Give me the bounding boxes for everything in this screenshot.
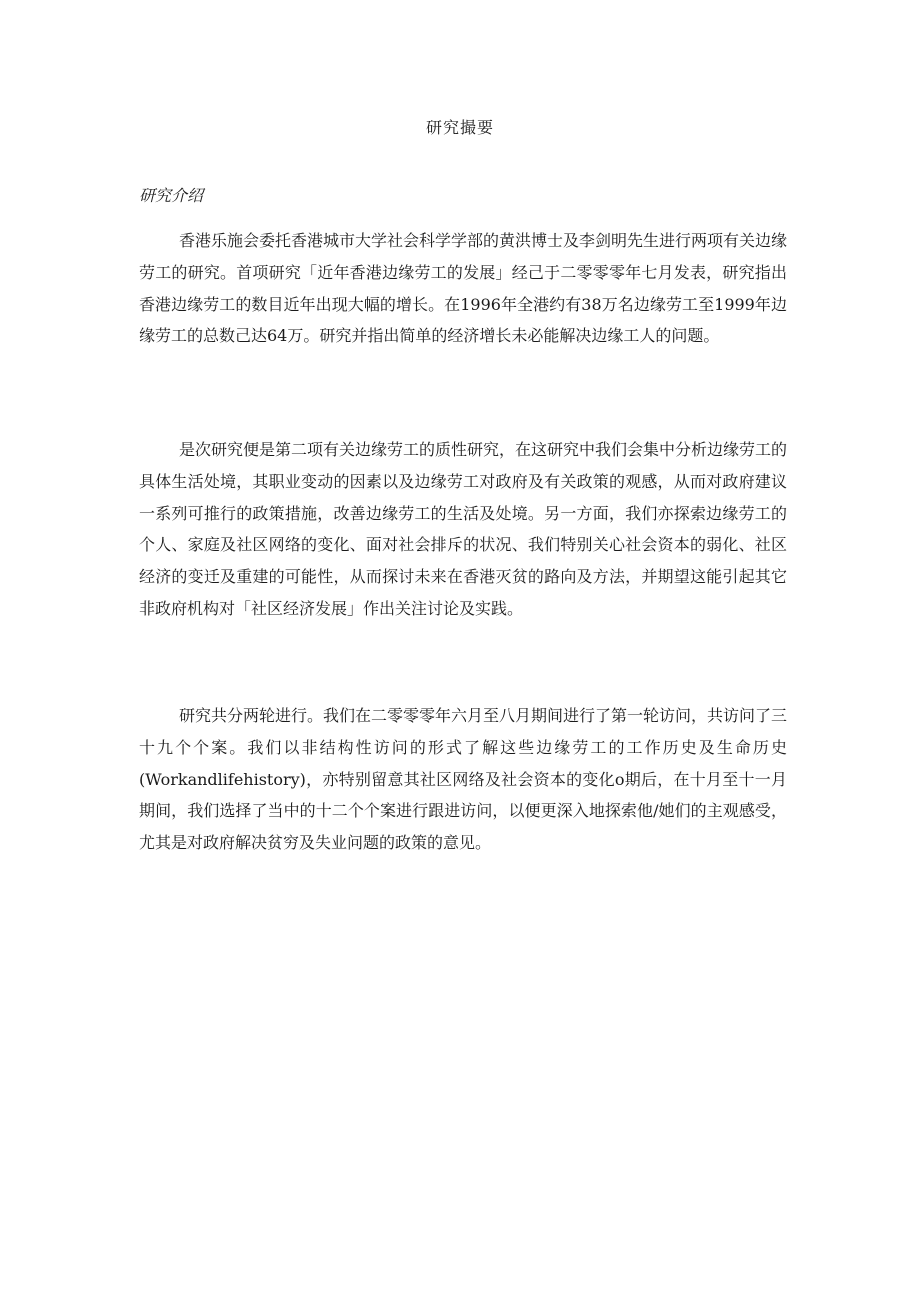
document-title: 研究撮要 — [425, 118, 494, 137]
paragraph-research-focus: 是次研究便是第二项有关边缘劳工的质性研究，在这研究中我们会集中分析边缘劳工的具体生活处境，其职业变动的因素以及边缘劳工对政府及有关政策的观感，从而对政府建议一系列可推行的政策措施，改善边缘劳工的生活及处境。另一方面，我们亦探索边缘劳工的个人、家庭及社区网络的变化、面对社会排斥的状况、我们特别关心社会资本的弱化、社区经济的变迁及重建的可能性，从而探讨未来在香港灭贫的路向及方法，并期望这能引起其它非政府机构对「社区经济发展」作出关注讨论及实践。 — [139, 440, 788, 618]
paragraph-methodology: 研究共分两轮进行。我们在二零零零年六月至八月期间进行了第一轮访问，共访问了三十九个个案。我们以非结构性访问的形式了解这些边缘劳工的工作历史及生命历史(Workandlifehistory)，亦特别留意其社区网络及社会资本的变化o期后，在十月至十一月期间，我们选择了当中的十二个个案进行跟进访问，以便更深入地探索他/她们的主观感受，尤其是对政府解决贫穷及失业问题的政策的意见。 — [139, 706, 788, 853]
paragraph-introduction: 香港乐施会委托香港城市大学社会科学学部的黄洪博士及李剑明先生进行两项有关边缘劳工的研究。首项研究「近年香港边缘劳工的发展」经己于二零零零年七月发表，研究指出香港边缘劳工的数目近年出现大幅的增长。在1996年全港约有38万名边缘劳工至1999年边缘劳工的总数己达64万。研究并指出简单的经济增长未必能解决边缘工人的问题。 — [139, 231, 788, 346]
section-heading: 研究介绍 — [139, 186, 204, 205]
